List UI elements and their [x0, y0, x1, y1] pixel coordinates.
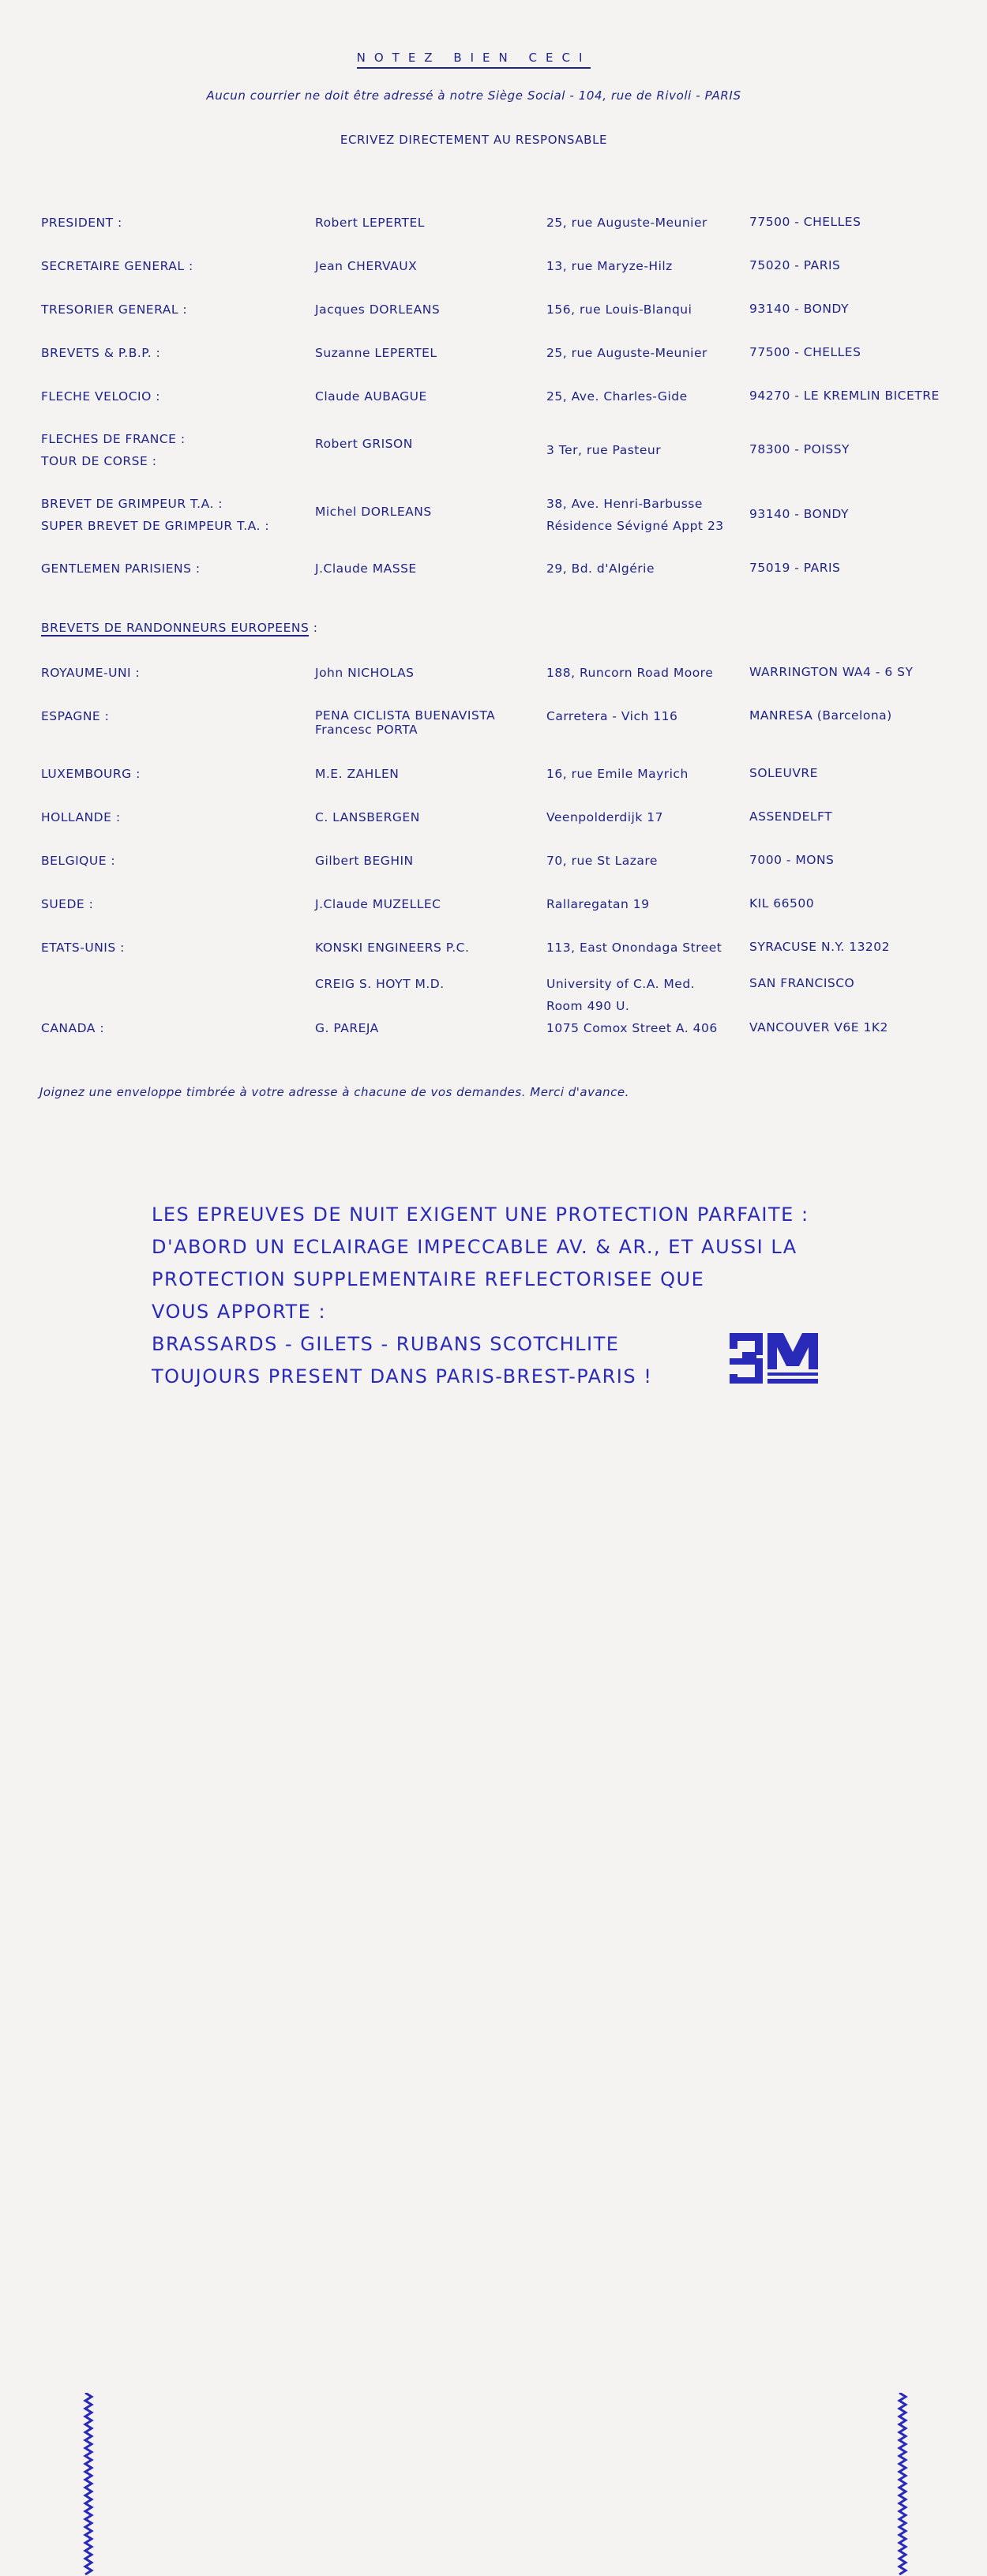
name: Suzanne LEPERTEL [315, 346, 437, 360]
country: HOLLANDE : [41, 810, 121, 824]
name: Jacques DORLEANS [315, 302, 441, 317]
country: ROYAUME-UNI : [41, 666, 141, 680]
name-line: Francesc PORTA [315, 723, 418, 737]
name: Robert GRISON [315, 437, 413, 451]
country: LUXEMBOURG : [41, 767, 141, 781]
city: 94270 - LE KREMLIN BICETRE [749, 389, 940, 403]
city: MANRESA (Barcelona) [749, 708, 892, 723]
city: 77500 - CHELLES [749, 345, 861, 359]
page-title [0, 51, 948, 65]
name-line: PENA CICLISTA BUENAVISTA [315, 708, 496, 723]
address: 25, Ave. Charles-Gide [546, 389, 688, 404]
address: 156, rue Louis-Blanqui [546, 302, 692, 317]
name: Michel DORLEANS [315, 505, 432, 519]
address: 25, rue Auguste-Meunier [546, 216, 707, 230]
advert-line: PROTECTION SUPPLEMENTAIRE REFLECTORISEE QUE [152, 1268, 705, 1290]
city: VANCOUVER V6E 1K2 [749, 1020, 888, 1035]
role: GENTLEMEN PARISIENS : [41, 561, 201, 576]
country: BELGIQUE : [41, 854, 116, 868]
name: CREIG S. HOYT M.D. [315, 977, 445, 991]
address: 16, rue Emile Mayrich [546, 767, 689, 781]
name: John NICHOLAS [315, 666, 415, 680]
mail-notice: Aucun courrier ne doit être adressé à notre Siège Social - 104, rue de Rivoli - PARIS [206, 88, 741, 103]
advert-line: LES EPREUVES DE NUIT EXIGENT UNE PROTECTION PARFAITE : [152, 1204, 809, 1226]
role-line: SUPER BREVET DE GRIMPEUR T.A. : [41, 519, 270, 533]
advert-line: VOUS APPORTE : [152, 1301, 327, 1323]
city: 75020 - PARIS [749, 258, 841, 272]
advert-line: TOUJOURS PRESENT DANS PARIS-BREST-PARIS ! [152, 1365, 653, 1388]
role: PRESIDENT : [41, 216, 122, 230]
advert-line: D'ABORD UN ECLAIRAGE IMPECCABLE AV. & AR., ET AUSSI LA [152, 1236, 797, 1258]
european-section-title [41, 621, 317, 635]
european-section-title-suffix: : [309, 621, 318, 635]
city: KIL 66500 [749, 896, 815, 911]
role: SECRETAIRE GENERAL : [41, 259, 193, 273]
address: Veenpolderdijk 17 [546, 810, 663, 824]
address: 3 Ter, rue Pasteur [546, 443, 662, 457]
address-line: 38, Ave. Henri-Barbusse [546, 497, 703, 511]
zigzag-border-right [897, 2393, 908, 2576]
address: 29, Bd. d'Algérie [546, 561, 655, 576]
address: 188, Runcorn Road Moore [546, 666, 714, 680]
address-line: University of C.A. Med. [546, 977, 696, 991]
name: KONSKI ENGINEERS P.C. [315, 941, 470, 955]
address: Carretera - Vich 116 [546, 709, 678, 723]
address-line: Room 490 U. [546, 999, 630, 1013]
address [546, 493, 744, 537]
3m-logo [726, 1328, 821, 1387]
address [546, 973, 744, 1017]
address: Rallaregatan 19 [546, 897, 650, 911]
city: ASSENDELFT [749, 809, 833, 824]
country: SUEDE : [41, 897, 94, 911]
city: 78300 - POISSY [749, 442, 850, 456]
address: 113, East Onondaga Street [546, 941, 722, 955]
city: 7000 - MONS [749, 853, 835, 867]
role-line: TOUR DE CORSE : [41, 454, 157, 468]
zigzag-border-left [83, 2393, 94, 2576]
country: CANADA : [41, 1021, 105, 1035]
country: ETATS-UNIS : [41, 941, 125, 955]
european-section-title-text: BREVETS DE RANDONNEURS EUROPEENS [41, 621, 310, 635]
role-line: FLECHES DE FRANCE : [41, 432, 186, 446]
city: SOLEUVRE [749, 766, 818, 780]
city: 93140 - BONDY [749, 302, 849, 316]
envelope-note: Joignez une enveloppe timbrée à votre adresse à chacune de vos demandes. Merci d'avance. [39, 1085, 629, 1099]
name: Gilbert BEGHIN [315, 854, 414, 868]
role: FLECHE VELOCIO : [41, 389, 160, 404]
role [41, 428, 310, 472]
name: J.Claude MASSE [315, 561, 417, 576]
city: 77500 - CHELLES [749, 215, 861, 229]
name: Jean CHERVAUX [315, 259, 418, 273]
address: 13, rue Maryze-Hilz [546, 259, 673, 273]
advert-line: BRASSARDS - GILETS - RUBANS SCOTCHLITE [152, 1333, 620, 1355]
address-line: Résidence Sévigné Appt 23 [546, 519, 724, 533]
name: M.E. ZAHLEN [315, 767, 400, 781]
name: C. LANSBERGEN [315, 810, 420, 824]
city: 75019 - PARIS [749, 561, 841, 575]
name: Claude AUBAGUE [315, 389, 427, 404]
address: 25, rue Auguste-Meunier [546, 346, 707, 360]
address: 1075 Comox Street A. 406 [546, 1021, 718, 1035]
role: BREVETS & P.B.P. : [41, 346, 161, 360]
reflective-advert [0, 1192, 987, 1398]
role [41, 493, 310, 537]
page-title-text: NOTEZ BIEN CECI [357, 51, 591, 69]
city: WARRINGTON WA4 - 6 SY [749, 665, 914, 679]
city: SYRACUSE N.Y. 13202 [749, 940, 891, 954]
write-instruction: ECRIVEZ DIRECTEMENT AU RESPONSABLE [340, 133, 608, 147]
address: 70, rue St Lazare [546, 854, 658, 868]
role-line: BREVET DE GRIMPEUR T.A. : [41, 497, 223, 511]
name: J.Claude MUZELLEC [315, 897, 441, 911]
name: Robert LEPERTEL [315, 216, 425, 230]
name: G. PAREJA [315, 1021, 379, 1035]
city: SAN FRANCISCO [749, 976, 855, 990]
name [315, 708, 540, 737]
3m-logo-text: 3M [726, 1328, 728, 1329]
role: TRESORIER GENERAL : [41, 302, 188, 317]
country: ESPAGNE : [41, 709, 110, 723]
city: 93140 - BONDY [749, 507, 849, 521]
